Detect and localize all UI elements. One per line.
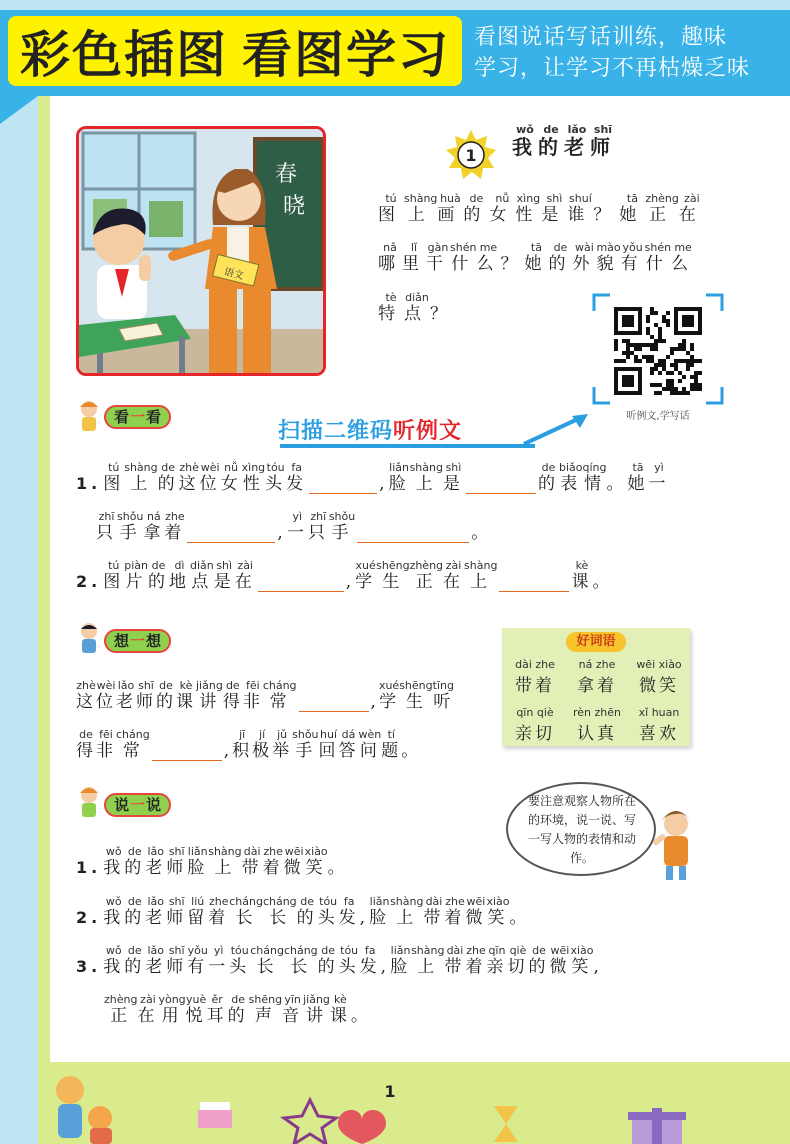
ruby-char: 点diǎn [189,559,214,592]
lesson-number: 1 [465,146,477,165]
ruby-char: 谁shuí [567,192,594,225]
ruby-char: 的de [147,559,169,592]
ruby-char: 讲jiǎng [303,993,330,1026]
ruby-char: 亲qīn [486,944,508,977]
ruby-char: 情qíng [582,461,607,494]
ruby-char: ？ [500,254,525,274]
ruby-char: 的de [124,895,146,928]
ruby-char: 位wèi [199,461,221,494]
ruby-char: 常cháng [262,679,297,712]
header-strip [0,0,790,10]
fill-in-blank[interactable] [309,474,377,494]
ruby-char: 。 [606,474,628,494]
ruby-char: 。 [471,523,493,543]
ruby-char: 。 [401,741,422,761]
fill-in-blank[interactable] [258,572,344,592]
ruby-char: 头tóu [265,461,287,494]
kid-girl-icon [74,399,104,435]
ruby-char: 只zhī [96,510,117,543]
kid-figure-icon [56,1076,112,1144]
think-line-1 [76,680,454,712]
ruby-char: 位wèi [96,679,116,712]
say-line-2 [76,896,531,928]
fill-in-blank[interactable] [357,523,469,543]
header-banner [0,0,790,96]
ruby-char: 着zhe [164,510,186,543]
page-number: 1 [384,1082,396,1101]
ruby-char: 片piàn [124,559,148,592]
tip-text: 要注意观察人物所在的环境，说一说、写一写人物的表情和动作。 [527,794,636,865]
ruby-char: 留liú [187,895,209,928]
intro-line-2 [378,242,695,274]
ruby-char: 老lǎo [145,895,167,928]
ruby-char: 上shàng [409,461,443,494]
item-number: 1. [76,474,102,493]
ruby-char: 头tóu [317,895,339,928]
ruby-char: 题tí [381,728,402,761]
ruby-char: 在zài [678,192,705,225]
ruby-char: 特tè [378,291,404,324]
ruby-char: 手shǒu [117,510,144,543]
ruby-char: 的de [548,241,573,274]
ruby-char: 上shàng [208,845,242,878]
ruby-char: 问wèn [358,728,382,761]
ruby-char: 长cháng [283,944,318,977]
ruby-char: 上shàng [411,944,445,977]
ruby-char: 学xué [355,559,377,592]
kid-girl-icon [74,785,104,825]
ruby-char: 图tú [103,461,125,494]
ruby-char: 着zhe [465,944,487,977]
ruby-char: 是shì [541,192,568,225]
ruby-char: 女nǚ [220,461,242,494]
scan-underline [280,444,535,448]
good-word: xǐ huan 喜欢 [638,706,680,744]
item-number: 2. [76,908,102,927]
ruby-char: 脸liǎn [369,895,391,928]
qr-code-card[interactable] [592,293,724,423]
ruby-char: 常cháng [116,728,150,761]
ruby-char: 答dá [338,728,359,761]
ruby-char: 生shēng [399,679,433,712]
ruby-char: 么me [476,241,501,274]
ruby-char: 在zài [234,559,256,592]
scan-qr-label-blue: 扫描二维码 [278,419,394,444]
ruby-char: 的de [463,192,490,225]
good-word: ná zhe 拿着 [577,658,617,696]
ruby-char: 老lǎo [145,845,167,878]
ruby-char: 课kè [329,993,351,1026]
banner-subtitle-line1: 看图说话写话训练，趣味 [474,25,728,50]
ruby-char: 这zhè [178,461,200,494]
scan-qr-label [278,414,462,445]
ruby-char: 脸liǎn [388,461,410,494]
ruby-char: 上shàng [124,461,158,494]
ruby-char: 老lǎo [564,123,590,159]
ruby-char: 老lǎo [145,944,167,977]
ruby-char: 笑xiào [570,944,594,977]
ruby-char: 课kè [176,679,196,712]
ruby-char: 带dài [241,845,263,878]
ruby-char: 切qiè [507,944,529,977]
ruby-char: 课kè [571,559,593,592]
ruby-char: 的de [528,944,550,977]
bottom-decorations [38,1062,790,1144]
good-word: rèn zhēn 认真 [572,706,621,744]
ruby-char: 音yīn [282,993,304,1026]
ruby-char: 的de [157,461,179,494]
ruby-char: , [370,692,379,712]
look-line-3 [76,560,613,592]
ruby-char: 师shī [166,944,188,977]
cake-icon [198,1102,232,1128]
ruby-char: 得de [76,728,96,761]
ruby-char: 长cháng [229,895,263,928]
banner-title-part1: 彩色插图 [20,26,228,84]
ruby-char: 举jǔ [272,728,293,761]
ruby-char: ？ [593,205,620,225]
ruby-char: 有yǒu [187,944,209,977]
ruby-char: 带dài [444,944,466,977]
ruby-char: 。 [592,572,614,592]
good-word: dài zhe 带着 [515,658,555,696]
fill-in-blank[interactable] [187,523,275,543]
ruby-char: 声shēng [248,993,283,1026]
hourglass-icon [494,1106,518,1142]
ruby-char: 貌mào [596,241,621,274]
ruby-char: 女nǚ [489,192,516,225]
ruby-char: 一yì [286,510,308,543]
svg-text:春晓: 春晓 [275,162,306,219]
ruby-char: 我wǒ [103,845,125,878]
ruby-char: 的de [124,944,146,977]
ruby-char: 的de [227,993,249,1026]
ruby-char: 画huà [437,192,464,225]
girl-guide-icon [650,806,700,882]
ruby-char: , [359,908,370,928]
ruby-char: 极jí [252,728,273,761]
ruby-char: 老lǎo [116,679,136,712]
ruby-char: 长cháng [262,895,297,928]
fill-in-blank[interactable] [152,741,222,761]
ruby-char: 的de [537,461,559,494]
ruby-char: 的de [296,895,318,928]
ruby-char: 的de [124,845,146,878]
ruby-char: 用yòng [158,993,186,1026]
think-line-2 [76,729,421,761]
ruby-char: 微wēi [549,944,571,977]
ruby-char: 拿ná [143,510,165,543]
ruby-char: 正zhèng [409,559,444,592]
ruby-char: , [223,741,233,761]
ruby-char: 有yǒu [620,241,645,274]
heart-icon [338,1110,386,1144]
ruby-char: 一yì [208,944,230,977]
ruby-char: ？ [430,304,456,324]
ruby-char: 微wēi [465,895,487,928]
ruby-char: 笑xiào [486,895,510,928]
ruby-char: 的de [156,679,176,712]
ruby-char: 带dài [423,895,445,928]
lesson-title [512,124,616,160]
ruby-char: 在zài [137,993,159,1026]
ruby-char: 发fa [338,895,360,928]
ruby-char: 正zhèng [645,192,679,225]
ruby-char: 发fa [359,944,381,977]
ruby-char: 的de [538,123,564,159]
section-say-label: 说一说 [104,793,171,817]
item-number: 3. [76,957,102,976]
ruby-char: 手shǒu [292,728,319,761]
ruby-char: 头tóu [229,944,251,977]
ruby-char: , [379,474,389,494]
ruby-char: 微wēi [283,845,305,878]
ruby-char: 上shàng [390,895,424,928]
ruby-char: 表biǎo [558,461,583,494]
ruby-char: 外wài [572,241,597,274]
left-strip [0,96,38,1144]
section-think-label: 想一想 [104,629,171,653]
section-look-label: 看一看 [104,405,171,429]
star-icon [284,1100,336,1144]
ruby-char: 干gàn [426,241,450,274]
ruby-char: 师shī [590,123,616,159]
ruby-char: 只zhī [307,510,329,543]
bottom-decoration-bar [38,1062,790,1144]
ruby-char: 图tú [103,559,125,592]
gift-icon [628,1108,686,1144]
ruby-char: 是shì [442,461,464,494]
ruby-char: 她tā [524,241,549,274]
ruby-char: 图tú [378,192,404,225]
ruby-char: 耳ěr [206,993,228,1026]
scan-arrow-icon [520,412,600,448]
say-line-4 [104,994,372,1026]
say-line-1 [76,846,349,878]
ruby-char: 我wǒ [512,123,538,159]
say-line-3 [76,945,603,977]
section-look-tag [74,402,171,432]
qr-code-icon[interactable] [592,293,724,405]
ruby-char: , [345,572,356,592]
fill-in-blank[interactable] [299,692,369,712]
banner-title [8,16,462,86]
ruby-char: 讲jiǎng [196,679,223,712]
ruby-char: 着zhe [262,845,284,878]
ruby-char: 地dì [168,559,190,592]
ruby-char: 上shàng [404,192,438,225]
ruby-char: 在zài [443,559,465,592]
look-line-1 [76,462,669,494]
ruby-char: 么me [671,241,696,274]
ruby-char: 哪nǎ [378,241,402,274]
ruby-char: 脸liǎn [187,845,209,878]
ruby-char: 回huí [318,728,339,761]
ruby-char: 听tīng [432,679,454,712]
item-number: 1. [76,858,102,877]
ruby-char: 悦yuè [185,993,207,1026]
ruby-char: 一yì [648,461,670,494]
kid-boy-icon [74,621,104,661]
ruby-char: 非fēi [96,728,116,761]
ruby-char: 我wǒ [103,895,125,928]
ruby-char: 性xìng [515,192,542,225]
ruby-char: , [593,957,603,977]
ruby-char: 长cháng [250,944,284,977]
ruby-char: 着zhe [444,895,466,928]
good-words-card [502,628,690,746]
section-say-tag [74,790,171,820]
ruby-char: 我wǒ [103,944,125,977]
fill-in-blank[interactable] [466,474,536,494]
ruby-char: 。 [327,858,349,878]
ruby-char: 师shī [166,845,188,878]
ruby-char: 她tā [627,461,649,494]
item-number: 2. [76,572,102,591]
ruby-char: 积jī [232,728,253,761]
page-fold [0,96,38,124]
ruby-char: 的de [317,944,339,977]
ruby-char: 学xué [378,679,400,712]
ruby-char: 手shǒu [328,510,356,543]
good-word: qīn qiè 亲切 [515,706,555,744]
ruby-char: 得de [222,679,243,712]
ruby-char: 性xìng [241,461,266,494]
lesson-number-badge [446,130,496,180]
ruby-char: 什shén [450,241,477,274]
good-words-title: 好词语 [566,632,626,652]
ruby-char: 什shén [644,241,672,274]
ruby-char: 笑xiào [304,845,328,878]
look-line-2 [96,511,492,543]
ruby-char: 。 [509,908,531,928]
banner-title-part2: 看图学习 [242,26,450,84]
ruby-char: 点diǎn [404,291,430,324]
ruby-char: , [380,957,391,977]
intro-line-3 [378,292,456,324]
ruby-char: 是shì [213,559,235,592]
ruby-char: 生shēng [376,559,410,592]
lesson-illustration [76,126,326,376]
qr-caption: 听例文,学写话 [626,411,690,422]
good-word: wēi xiào 微笑 [636,658,682,696]
ruby-char: 。 [350,1006,372,1026]
ruby-char: 头tóu [338,944,360,977]
ruby-char: , [277,523,287,543]
ruby-char: 这zhè [76,679,96,712]
ruby-char: 里lǐ [402,241,426,274]
banner-subtitle [474,22,784,84]
ruby-char: 非fēi [242,679,263,712]
ruby-char: 发fa [286,461,308,494]
scan-qr-label-red: 听例文 [393,419,463,444]
ruby-char: 着zhe [208,895,230,928]
fill-in-blank[interactable] [499,572,569,592]
section-think-tag [74,626,171,656]
ruby-char: 她tā [619,192,646,225]
classroom-illustration [79,129,323,373]
svg-text:语文: 语文 [222,266,245,283]
ruby-char: 上shàng [464,559,498,592]
ruby-char: 正zhèng [104,993,138,1026]
intro-line-1 [378,193,705,225]
ruby-char: 师shī [136,679,156,712]
ruby-char: 脸liǎn [390,944,412,977]
banner-subtitle-line2: 学习，让学习不再枯燥乏味 [474,56,751,81]
ruby-char: 师shī [166,895,188,928]
